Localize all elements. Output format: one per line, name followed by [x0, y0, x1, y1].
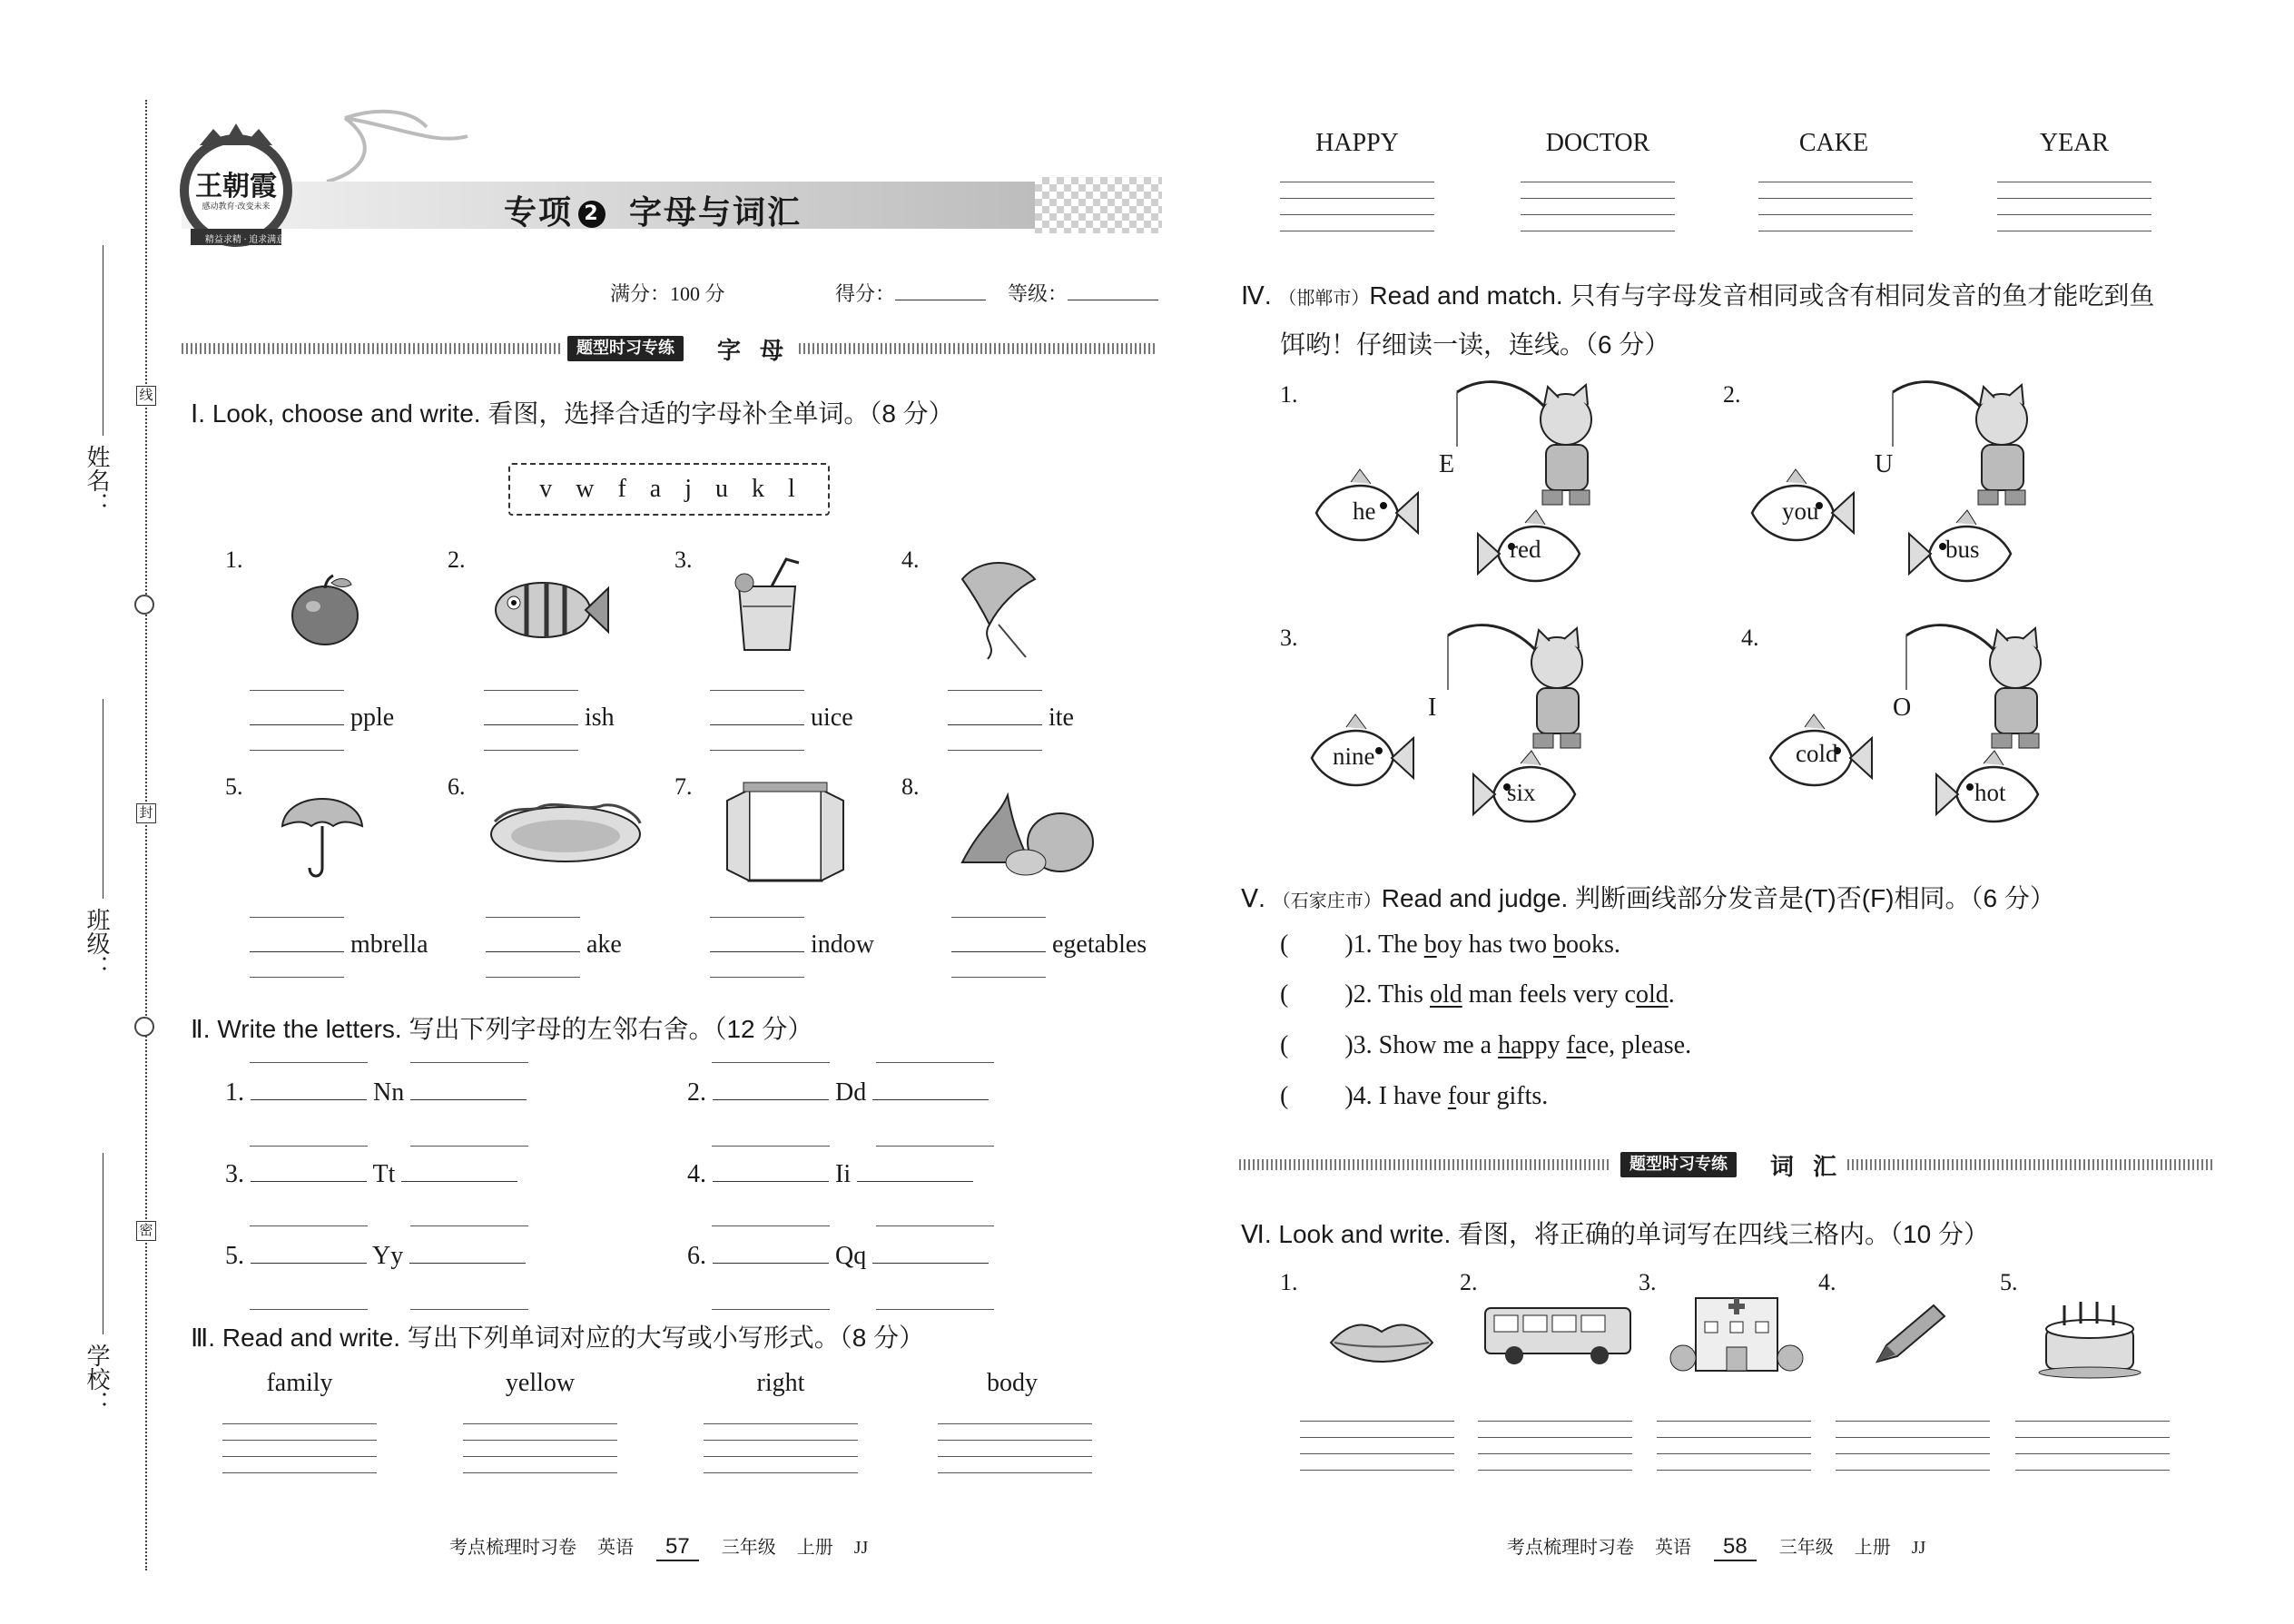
- q1-item-number: 2.: [448, 546, 466, 573]
- cat-fishing-icon: [1897, 617, 2065, 753]
- judge-item-number: )3.: [1344, 1031, 1379, 1059]
- q5-item: [1280, 980, 1675, 1009]
- guide-line: [876, 1225, 994, 1226]
- lips-icon: [1325, 1312, 1439, 1375]
- logo-motto-ribbon: 精益求精 · 追求满意: [204, 235, 286, 245]
- word-suffix: ite: [1049, 704, 1074, 732]
- q1-item-number: 4.: [901, 546, 920, 573]
- section-label: 字 母: [717, 338, 790, 365]
- q1-item-number: 8.: [901, 773, 920, 800]
- q4-heading: [1241, 276, 2154, 312]
- q5-instruction: Read and judge. 判断画线部分发音是(T)否(F)相同。（6 分）: [1381, 884, 2055, 912]
- underlined-part: g: [1496, 1082, 1510, 1110]
- footer-right: [1507, 1532, 1925, 1561]
- sentence-text: ppy: [1521, 1031, 1567, 1059]
- footer-term: 上册: [1854, 1538, 1891, 1558]
- judge-item-number: )2.: [1344, 980, 1379, 1009]
- guide-line: [951, 917, 1046, 918]
- q2-item: [225, 1242, 526, 1271]
- writing-grid[interactable]: [1280, 182, 1434, 232]
- sentence-text: ooks.: [1566, 930, 1620, 959]
- word-suffix: egetables: [1052, 930, 1147, 959]
- footer-edition: JJ: [1911, 1538, 1926, 1558]
- guide-line: [712, 1062, 830, 1063]
- q5-region: （石家庄市）: [1272, 891, 1382, 911]
- judge-open-paren: (: [1280, 1031, 1289, 1059]
- q1-answer-item: [951, 930, 1147, 960]
- binding-hole: [134, 595, 154, 615]
- fish-word: six: [1507, 779, 1536, 806]
- word-suffix: ish: [585, 704, 615, 732]
- bait-letter: U: [1875, 450, 1894, 478]
- section-divider: [799, 343, 1157, 354]
- score-label: 得分：: [835, 282, 896, 305]
- section-tag: 题型时习专练: [567, 336, 684, 361]
- q6-item-number: 5.: [2000, 1269, 2018, 1295]
- crayon-icon: [1870, 1298, 1952, 1371]
- q4-numeral: Ⅳ.: [1241, 281, 1279, 310]
- bus-icon: [1482, 1303, 1636, 1366]
- fish-word: you: [1782, 497, 1819, 525]
- q3-word: yellow: [505, 1369, 576, 1397]
- title-number-badge: 2: [578, 201, 605, 228]
- writing-grid[interactable]: [1521, 182, 1675, 232]
- lake-icon: [486, 794, 645, 871]
- left-neighbor-blank[interactable]: [251, 1181, 367, 1182]
- answer-blank[interactable]: [486, 951, 580, 952]
- q3-heading: Ⅲ. Read and write. 写出下列单词对应的大写或小写形式。（8 分）: [191, 1324, 925, 1352]
- underlined-part: old: [1429, 980, 1462, 1009]
- q4-instruction: Read and match. 只有与字母发音相同或含有相同发音的鱼才能吃到鱼: [1369, 281, 2155, 310]
- cat-fishing-icon: [1439, 617, 1607, 753]
- q6-heading: Ⅵ. Look and write. 看图，将正确的单词写在四线三格内。（10 分）: [1241, 1220, 1989, 1248]
- guide-line: [710, 750, 804, 751]
- seal-mark-dense: 密: [136, 1221, 156, 1241]
- guide-line: [484, 750, 578, 751]
- grade-field: [1008, 279, 1158, 307]
- right-neighbor-blank[interactable]: [401, 1181, 517, 1182]
- writing-grid[interactable]: [938, 1423, 1092, 1474]
- underlined-part: f: [1447, 1082, 1457, 1110]
- fish-word: he: [1353, 497, 1376, 525]
- cat-fishing-icon: [1884, 374, 2052, 510]
- q3-word: right: [756, 1369, 805, 1397]
- left-neighbor-blank[interactable]: [713, 1099, 829, 1100]
- guide-line: [876, 1309, 994, 1310]
- underlined-part: b: [1423, 930, 1437, 959]
- sentence-text: man feels very c: [1462, 980, 1636, 1009]
- underlined-part: old: [1635, 980, 1669, 1009]
- right-neighbor-blank[interactable]: [872, 1263, 989, 1264]
- left-neighbor-blank[interactable]: [713, 1263, 829, 1264]
- bait-letter: E: [1439, 450, 1455, 478]
- q4-item-number: 2.: [1723, 381, 1741, 408]
- q4-instruction-2: 饵哟！仔细读一读，连线。（6 分）: [1280, 330, 1670, 359]
- guide-line: [486, 977, 580, 978]
- footer-book: 考点梳理时习卷: [1507, 1538, 1634, 1558]
- sentence-text: ifts.: [1509, 1082, 1549, 1110]
- left-neighbor-blank[interactable]: [251, 1099, 367, 1100]
- writing-grid[interactable]: [2015, 1421, 2170, 1471]
- judge-open-paren: (: [1280, 980, 1289, 1009]
- apple-icon: [286, 572, 368, 646]
- answer-blank[interactable]: [710, 951, 804, 952]
- q5-numeral: Ⅴ.: [1241, 884, 1273, 912]
- q4-region: （邯郸市）: [1278, 289, 1370, 309]
- vegetables-icon: [953, 790, 1098, 881]
- q1-heading: Ⅰ. Look, choose and write. 看图，选择合适的字母补全单词。（8 分）: [191, 399, 954, 428]
- fish-word: red: [1510, 536, 1541, 563]
- item-number: 1.: [225, 1078, 244, 1107]
- guide-line: [948, 750, 1042, 751]
- given-letter: Nn: [373, 1078, 405, 1107]
- guide-line: [712, 1146, 830, 1147]
- page-number: 57: [656, 1534, 699, 1561]
- q1-answer-item: [250, 930, 428, 960]
- guide-line: [712, 1225, 830, 1226]
- section-label: 词 汇: [1770, 1154, 1843, 1181]
- hospital-icon: [1669, 1289, 1805, 1380]
- writing-grid[interactable]: [1997, 182, 2151, 232]
- writing-grid[interactable]: [1300, 1421, 1454, 1471]
- footer-grade: 三年级: [721, 1538, 776, 1558]
- seal-mark-line: 线: [136, 386, 156, 406]
- given-letter: Yy: [371, 1242, 404, 1270]
- q3-word: body: [987, 1369, 1038, 1397]
- answer-blank[interactable]: [484, 724, 578, 725]
- q3-word: family: [266, 1369, 333, 1397]
- word-suffix: uice: [811, 704, 853, 732]
- footer-book: 考点梳理时习卷: [449, 1538, 576, 1558]
- fish-word: bus: [1945, 536, 1980, 563]
- q2-item: [225, 1078, 527, 1107]
- q2-item: [687, 1160, 973, 1189]
- answer-blank[interactable]: [250, 951, 344, 952]
- sentence-text: I have: [1378, 1082, 1448, 1110]
- writing-grid[interactable]: [1758, 182, 1913, 232]
- q2-item: [687, 1078, 989, 1107]
- page-number: 58: [1714, 1534, 1757, 1561]
- left-neighbor-blank[interactable]: [713, 1181, 829, 1182]
- guide-line: [410, 1225, 528, 1226]
- letter-choice-box: v w f a j u k l: [508, 463, 830, 516]
- q1-item-number: 1.: [225, 546, 243, 573]
- given-letter: Ii: [835, 1160, 852, 1188]
- guide-line: [250, 690, 344, 691]
- writing-grid[interactable]: [704, 1423, 858, 1474]
- logo-motto: 感动教育·改变未来: [202, 202, 271, 211]
- binding-hole: [134, 1017, 154, 1037]
- q5-item: [1280, 930, 1620, 960]
- q4-item-number: 1.: [1280, 381, 1298, 408]
- binding-dotted-line: [145, 100, 147, 1570]
- q1-answer-item: [710, 704, 853, 733]
- full-score: 满分：100 分: [610, 282, 725, 305]
- guide-line: [484, 690, 578, 691]
- item-number: 3.: [225, 1160, 244, 1188]
- grade-label: 等级：: [1008, 282, 1068, 305]
- score-field: [835, 279, 986, 307]
- right-neighbor-blank[interactable]: [872, 1099, 989, 1100]
- word-suffix: mbrella: [350, 930, 428, 959]
- q4-item-number: 4.: [1741, 625, 1759, 651]
- guide-line: [250, 977, 344, 978]
- guide-line: [250, 750, 344, 751]
- underlined-part: ha: [1498, 1031, 1522, 1059]
- sentence-text: This: [1378, 980, 1430, 1009]
- right-neighbor-blank[interactable]: [857, 1181, 973, 1182]
- judge-item-number: )4.: [1344, 1082, 1379, 1110]
- q1-answer-item: [710, 930, 874, 960]
- q2-item: [687, 1242, 989, 1271]
- footer-subject: 英语: [1655, 1538, 1691, 1558]
- sentence-text: ce, please.: [1586, 1031, 1692, 1059]
- word-suffix: indow: [811, 930, 874, 959]
- word-suffix: pple: [350, 704, 395, 732]
- guide-line: [410, 1062, 528, 1063]
- guide-line: [948, 690, 1042, 691]
- q5-heading: [1241, 879, 2055, 915]
- sentence-text: our: [1456, 1082, 1497, 1110]
- cat-fishing-icon: [1448, 374, 1616, 510]
- bait-letter: I: [1428, 694, 1437, 722]
- underlined-part: fa: [1566, 1031, 1587, 1059]
- item-number: 2.: [687, 1078, 706, 1107]
- guide-line: [486, 917, 580, 918]
- sentence-text: .: [1668, 980, 1675, 1009]
- title-main: 字母与词汇: [629, 194, 802, 231]
- q1-answer-item: [250, 704, 394, 733]
- class-label: 班级：: [84, 908, 110, 979]
- guide-line: [250, 1062, 368, 1063]
- juice-icon: [726, 556, 808, 655]
- footer-left: [449, 1532, 868, 1561]
- section-divider: [182, 343, 563, 354]
- umbrella-icon: [277, 781, 368, 885]
- seal-mark-seal: 封: [136, 803, 156, 823]
- kite-icon: [944, 552, 1053, 661]
- q1-answer-item: [948, 704, 1074, 733]
- q3-word: HAPPY: [1315, 129, 1399, 157]
- q3-word: YEAR: [2039, 129, 2110, 157]
- q1-answer-item: [484, 704, 615, 733]
- name-label: 姓名：: [84, 445, 110, 516]
- bait-letter: O: [1893, 694, 1912, 722]
- q1-item-number: 5.: [225, 773, 243, 800]
- q3-word: DOCTOR: [1545, 129, 1650, 157]
- q3-word: CAKE: [1798, 129, 1869, 157]
- page-title: [504, 187, 802, 233]
- guide-line: [250, 1146, 368, 1147]
- guide-line: [710, 917, 804, 918]
- given-letter: Qq: [835, 1242, 867, 1270]
- q1-item-number: 6.: [448, 773, 466, 800]
- footer-grade: 三年级: [1778, 1538, 1834, 1558]
- guide-line: [410, 1309, 528, 1310]
- judge-open-paren: (: [1280, 930, 1289, 959]
- writing-grid[interactable]: [1657, 1421, 1811, 1471]
- section-divider: [1239, 1159, 1611, 1170]
- writing-grid[interactable]: [1836, 1421, 1990, 1471]
- guide-line: [951, 977, 1046, 978]
- logo-text: 王朝霞: [195, 171, 277, 202]
- window-icon: [722, 781, 849, 885]
- given-letter: Dd: [835, 1078, 867, 1107]
- writing-grid[interactable]: [222, 1423, 377, 1474]
- section-divider: [1847, 1159, 2215, 1170]
- answer-blank[interactable]: [710, 724, 804, 725]
- q5-item: [1280, 1031, 1691, 1060]
- q6-item-number: 2.: [1460, 1269, 1478, 1295]
- writing-grid[interactable]: [1478, 1421, 1632, 1471]
- fish-word: hot: [1974, 779, 2006, 806]
- word-suffix: ake: [586, 930, 622, 959]
- answer-blank[interactable]: [951, 951, 1046, 952]
- q2-heading: Ⅱ. Write the letters. 写出下列字母的左邻右舍。（12 分）: [191, 1015, 813, 1043]
- item-number: 6.: [687, 1242, 706, 1270]
- guide-line: [250, 1225, 368, 1226]
- answer-blank[interactable]: [948, 724, 1042, 725]
- school-label: 学校：: [84, 1343, 110, 1414]
- footer-subject: 英语: [597, 1538, 634, 1558]
- sentence-text: Show me a: [1378, 1031, 1499, 1059]
- q1-item-number: 3.: [674, 546, 693, 573]
- writing-grid[interactable]: [463, 1423, 617, 1474]
- section-tag: 题型时习专练: [1620, 1152, 1737, 1177]
- right-neighbor-blank[interactable]: [409, 1263, 526, 1264]
- underlined-part: b: [1553, 930, 1567, 959]
- footer-edition: JJ: [853, 1538, 869, 1558]
- answer-blank[interactable]: [250, 724, 344, 725]
- q6-item-number: 3.: [1639, 1269, 1657, 1295]
- judge-open-paren: (: [1280, 1082, 1289, 1110]
- guide-line: [250, 917, 344, 918]
- left-neighbor-blank[interactable]: [251, 1263, 367, 1264]
- q6-item-number: 4.: [1818, 1269, 1836, 1295]
- guide-line: [710, 977, 804, 978]
- guide-line: [876, 1062, 994, 1063]
- sentence-text: oy has two: [1436, 930, 1554, 959]
- title-prefix: 专项: [504, 194, 574, 231]
- banner-checker-pattern: [1035, 177, 1162, 233]
- guide-line: [710, 690, 804, 691]
- judge-item-number: )1.: [1344, 930, 1379, 959]
- q1-answer-item: [486, 930, 622, 960]
- q2-item: [225, 1160, 517, 1189]
- fish-icon: [490, 572, 613, 646]
- given-letter: Tt: [372, 1160, 396, 1188]
- guide-line: [712, 1309, 830, 1310]
- birthday-cake-icon: [2033, 1289, 2147, 1380]
- fish-word: cold: [1796, 740, 1838, 767]
- guide-line: [250, 1309, 368, 1310]
- item-number: 4.: [687, 1160, 706, 1188]
- q6-item-number: 1.: [1280, 1269, 1298, 1295]
- fish-word: nine: [1333, 743, 1375, 770]
- right-neighbor-blank[interactable]: [410, 1099, 527, 1100]
- guide-line: [410, 1146, 528, 1147]
- guide-line: [876, 1146, 994, 1147]
- q1-item-number: 7.: [674, 773, 693, 800]
- ribbon-decoration: [309, 109, 472, 191]
- sentence-text: The: [1378, 930, 1424, 959]
- footer-term: 上册: [796, 1538, 833, 1558]
- q5-item: [1280, 1082, 1548, 1111]
- item-number: 5.: [225, 1242, 244, 1270]
- q4-item-number: 3.: [1280, 625, 1298, 651]
